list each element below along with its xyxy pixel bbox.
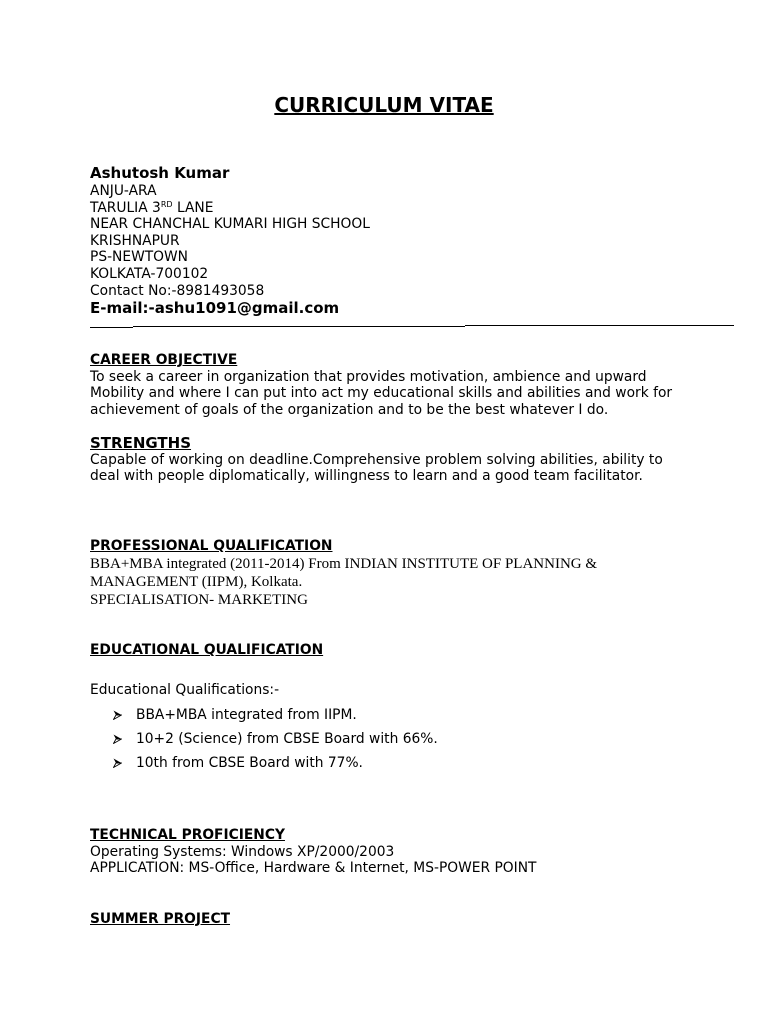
address-line: KRISHNAPUR (90, 232, 180, 249)
professional-qualification-text (90, 555, 597, 609)
address-line: NEAR CHANCHAL KUMARI HIGH SCHOOL (90, 216, 370, 233)
contact-number: Contact No:-8981493058 (90, 282, 265, 299)
arrowhead-bullet-icon (113, 734, 122, 744)
address-line (90, 200, 370, 217)
address-text: LANE (172, 199, 214, 216)
address-text: TARULIA 3 (90, 199, 161, 216)
paragraph-line: BBA+MBA integrated (2011-2014) From INDIAN INSTITUTE OF PLANNING & (90, 556, 598, 572)
arrowhead-bullet-icon (113, 758, 122, 768)
paragraph-line: Mobility and where I can put into act my educational skills and abilities and work for (90, 385, 673, 402)
paragraph-line: Capable of working on deadline.Comprehensive problem solving abilities, ability to (90, 451, 663, 468)
paragraph-line: APPLICATION: MS-Office, Hardware & Internet, MS-POWER POINT (90, 860, 537, 877)
ordinal-superscript: RD (160, 199, 173, 209)
section-heading: CAREER OBJECTIVE (90, 352, 238, 368)
address-block (90, 183, 370, 299)
education-list (0, 703, 768, 775)
technical-proficiency-section (90, 827, 536, 877)
address-line: KOLKATA-700102 (90, 265, 209, 282)
address-line: PS-NEWTOWN (90, 249, 188, 266)
paragraph-line: achievement of goals of the organization and to be the best whatever I do. (90, 401, 609, 418)
list-item-text: 10+2 (Science) from CBSE Board with 66%. (136, 731, 438, 747)
divider-line (133, 326, 465, 327)
educational-qualification-section (90, 642, 323, 659)
list-item-text: 10th from CBSE Board with 77%. (136, 755, 363, 771)
document-title: CURRICULUM VITAE (274, 93, 494, 117)
email-address: E-mail:-ashu1091@gmail.com (90, 299, 340, 317)
divider-line (90, 327, 133, 328)
section-heading: EDUCATIONAL QUALIFICATION (90, 642, 324, 658)
list-item-text: BBA+MBA integrated from IIPM. (136, 707, 357, 723)
section-heading: PROFESSIONAL QUALIFICATION (90, 538, 333, 554)
address-line: ANJU-ARA (90, 183, 157, 199)
arrowhead-bullet-icon (113, 710, 122, 720)
list-item (0, 751, 768, 775)
professional-qualification-section (90, 538, 332, 555)
career-objective-section (90, 352, 672, 418)
paragraph-line: deal with people diplomatically, willingness to learn and a good team facilitator. (90, 468, 643, 485)
candidate-name: Ashutosh Kumar (90, 164, 230, 182)
paragraph-line: Operating Systems: Windows XP/2000/2003 (90, 843, 395, 860)
summer-project-section (90, 911, 230, 928)
divider-line (465, 325, 734, 326)
paragraph-line: Educational Qualifications:- (90, 682, 280, 698)
paragraph-line: SPECIALISATION- MARKETING (90, 592, 308, 608)
paragraph-line: To seek a career in organization that provides motivation, ambience and upward (90, 368, 647, 385)
educational-intro (90, 682, 279, 699)
list-item (0, 727, 768, 751)
section-heading: STRENGTHS (90, 434, 192, 452)
paragraph-line: MANAGEMENT (IIPM), Kolkata. (90, 574, 303, 590)
strengths-section (90, 435, 663, 485)
list-item (0, 703, 768, 727)
section-heading: SUMMER PROJECT (90, 911, 231, 927)
section-heading: TECHNICAL PROFICIENCY (90, 827, 285, 843)
